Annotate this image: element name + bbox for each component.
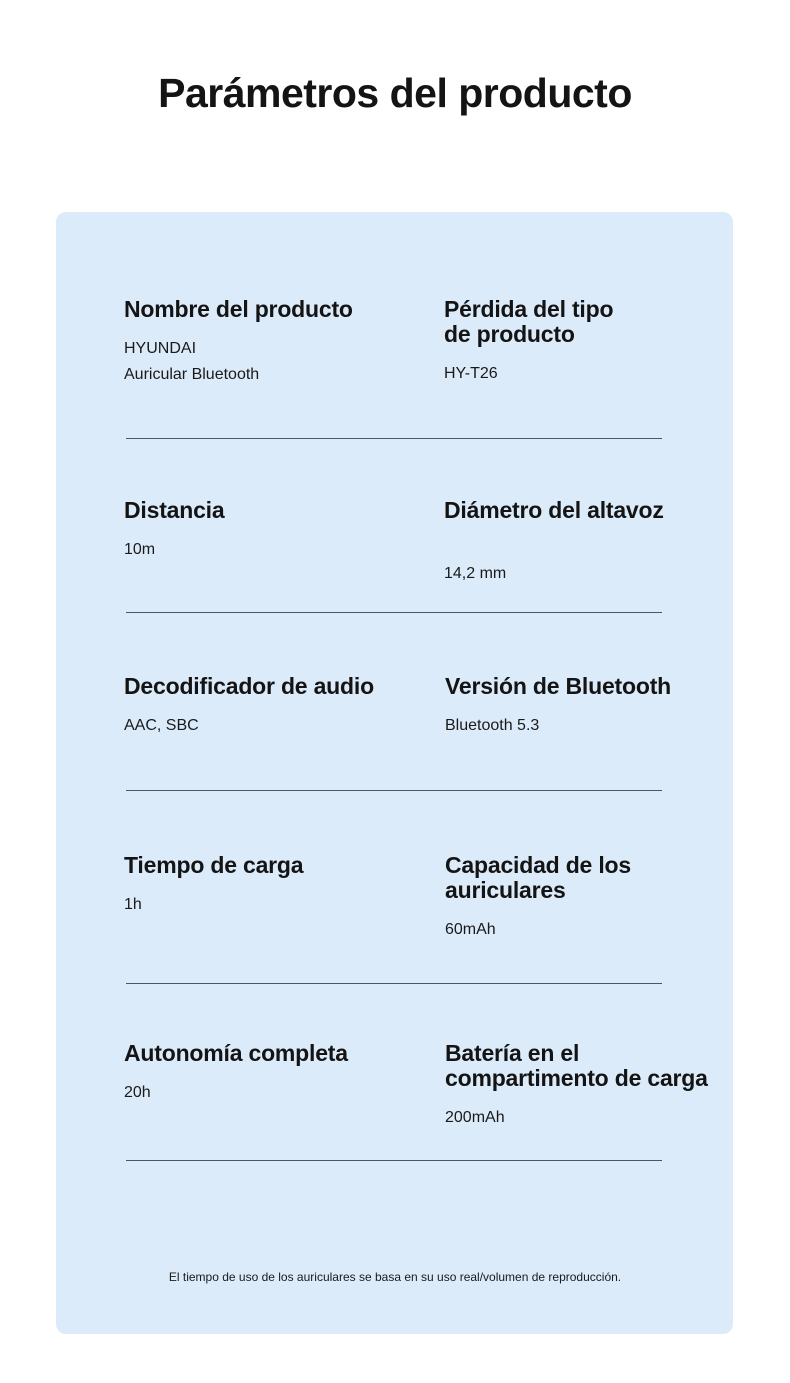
- param-value: 20h: [124, 1084, 151, 1101]
- param-label: Pérdida del tipo de producto: [444, 296, 614, 347]
- param-value: 1h: [124, 896, 142, 913]
- param-label: Tiempo de carga: [124, 852, 304, 878]
- row-divider: [126, 983, 662, 984]
- param-earbud-capacity: [445, 853, 735, 943]
- row-divider: [126, 790, 662, 791]
- param-value: HY-T26: [444, 365, 498, 382]
- param-speaker-diameter: [444, 498, 734, 587]
- param-label: Distancia: [124, 497, 225, 523]
- param-value: HYUNDAI Auricular Bluetooth: [124, 340, 260, 383]
- param-model-type: [444, 297, 734, 387]
- row-divider: [126, 612, 662, 613]
- param-bluetooth-version: [445, 674, 735, 739]
- usage-footnote: El tiempo de uso de los auriculares se basa en su uso real/volumen de reproducción.: [168, 1270, 622, 1284]
- param-distance: [124, 498, 414, 563]
- param-value: 200mAh: [445, 1109, 505, 1126]
- param-value: 60mAh: [445, 921, 496, 938]
- param-value: 10m: [124, 541, 156, 558]
- param-label: Versión de Bluetooth: [445, 673, 672, 699]
- param-label: Diámetro del altavoz: [444, 497, 664, 523]
- param-label: Nombre del producto: [124, 296, 353, 322]
- page-title: Parámetros del producto: [158, 70, 632, 116]
- param-charge-time: [124, 853, 414, 918]
- param-product-name: [124, 297, 414, 388]
- param-value: Bluetooth 5.3: [445, 717, 540, 734]
- row-divider: [126, 438, 662, 439]
- param-label: Capacidad de los auriculares: [445, 852, 631, 903]
- param-label: Autonomía completa: [124, 1040, 348, 1066]
- param-case-battery: [445, 1041, 735, 1131]
- param-label: Decodificador de audio: [124, 673, 374, 699]
- param-audio-codec: [124, 674, 414, 739]
- param-label: Batería en el compartimento de carga: [445, 1040, 708, 1091]
- param-full-autonomy: [124, 1041, 414, 1106]
- param-value: AAC, SBC: [124, 717, 199, 734]
- param-value: 14,2 mm: [444, 565, 507, 582]
- row-divider: [126, 1160, 662, 1161]
